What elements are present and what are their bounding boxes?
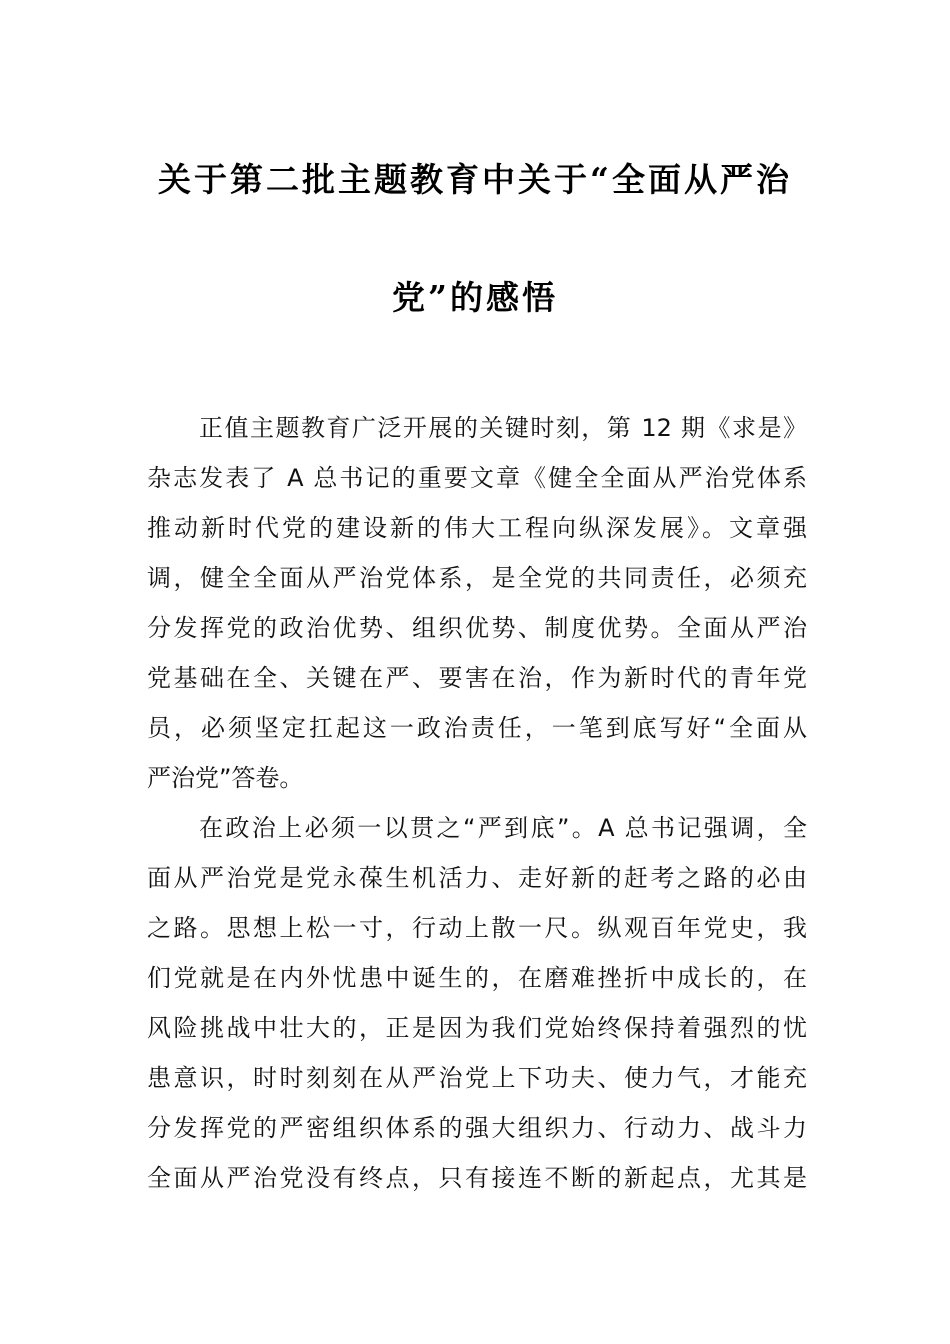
paragraph-line: 全面从严治党没有终点，只有接连不断的新起点，尤其是 bbox=[147, 1164, 807, 1192]
paragraph-line: 面从严治党是党永葆生机活力、走好新的赶考之路的必由 bbox=[147, 864, 807, 892]
paragraph-line: 党基础在全、关键在严、要害在治，作为新时代的青年党 bbox=[147, 664, 807, 692]
paragraph-line: 分发挥党的政治优势、组织优势、制度优势。全面从严治 bbox=[147, 614, 807, 642]
paragraph-line: 患意识，时时刻刻在从严治党上下功夫、使力气，才能充 bbox=[147, 1064, 807, 1092]
paragraph-line: 推动新时代党的建设新的伟大工程向纵深发展》。文章强 bbox=[147, 514, 807, 542]
paragraph-line: 分发挥党的严密组织体系的强大组织力、行动力、战斗力 bbox=[147, 1114, 807, 1142]
document-title-line-1: 关于第二批主题教育中关于“全面从严治 bbox=[158, 160, 792, 199]
document-title-line-2: 党”的感悟 bbox=[392, 278, 558, 317]
paragraph-line: 们党就是在内外忧患中诞生的，在磨难挫折中成长的，在 bbox=[147, 964, 807, 992]
paragraph-line: 在政治上必须一以贯之“严到底”。A 总书记强调，全 bbox=[199, 814, 807, 842]
paragraph-line: 杂志发表了 A 总书记的重要文章《健全全面从严治党体系 bbox=[147, 464, 807, 492]
paragraph-line: 风险挑战中壮大的，正是因为我们党始终保持着强烈的忧 bbox=[147, 1014, 807, 1042]
paragraph-line: 严治党”答卷。 bbox=[147, 764, 304, 792]
paragraph-line: 之路。思想上松一寸，行动上散一尺。纵观百年党史，我 bbox=[147, 914, 807, 942]
paragraph-line: 调，健全全面从严治党体系，是全党的共同责任，必须充 bbox=[147, 564, 807, 592]
paragraph-line: 正值主题教育广泛开展的关键时刻，第 12 期《求是》 bbox=[199, 414, 807, 442]
paragraph-line: 员，必须坚定扛起这一政治责任，一笔到底写好“全面从 bbox=[147, 714, 807, 742]
